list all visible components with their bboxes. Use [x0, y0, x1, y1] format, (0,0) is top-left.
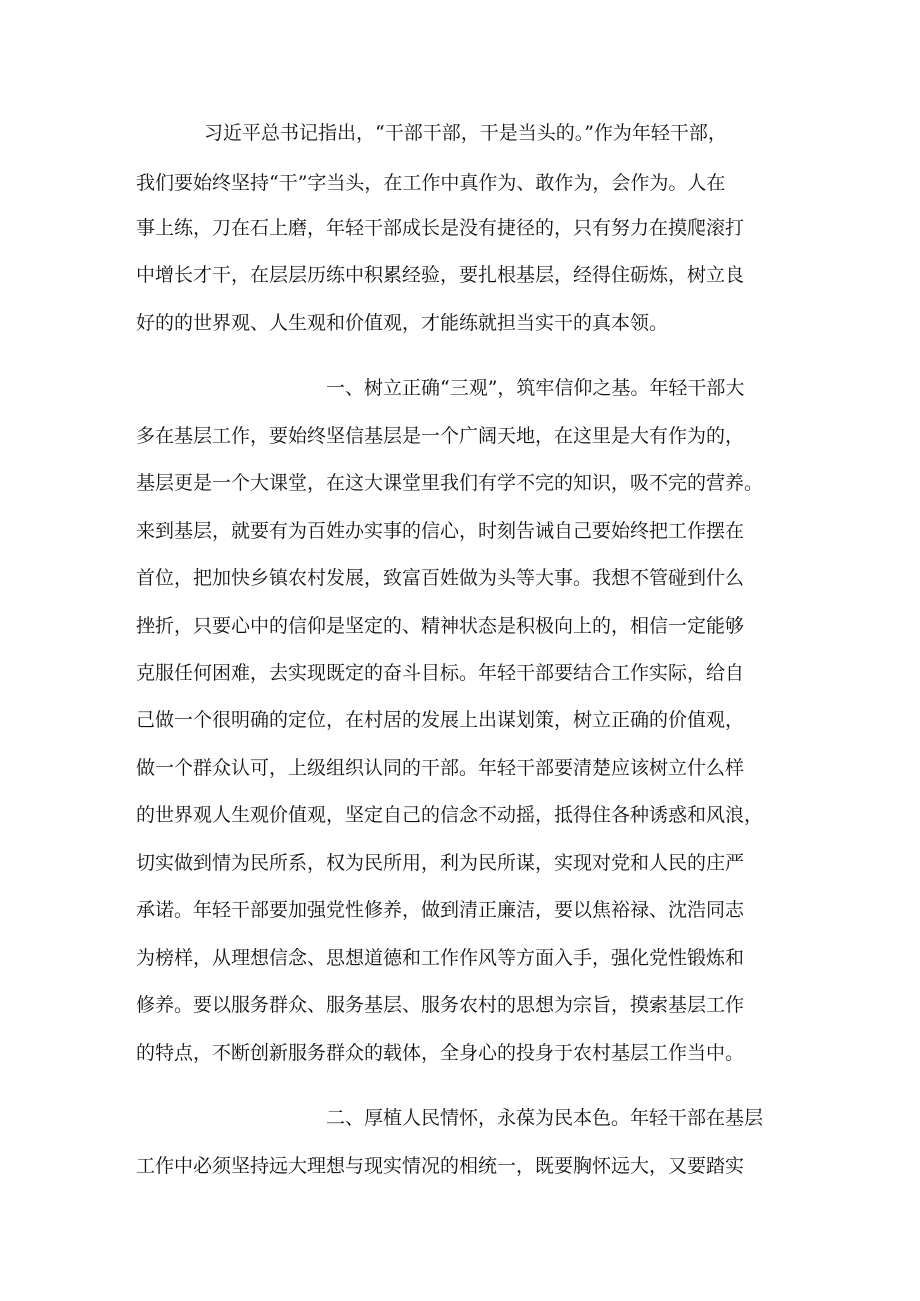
text-line: 为榜样，从理想信念、思想道德和工作作风等方面入手，强化党性锻炼和 — [136, 947, 745, 969]
text-line: 好的的世界观、人生观和价值观，才能练就担当实干的真本领。 — [136, 312, 669, 334]
text-line: 中增长才干，在层层历练中积累经验，要扎根基层，经得住砺炼，树立良 — [136, 264, 745, 286]
text-line: 切实做到情为民所系，权为民所用，利为民所谋，实现对党和人民的庄严 — [136, 852, 745, 874]
text-line: 的世界观人生观价值观，坚定自己的信念不动摇，抵得住各种诱惑和风浪， — [136, 804, 764, 826]
text-line: 我们要始终坚持“干”字当头，在工作中真作为、敢作为，会作为。人在 — [136, 172, 726, 194]
text-line: 来到基层，就要有为百姓办实事的信心，时刻告诫自己要始终把工作摆在 — [136, 520, 745, 542]
text-line: 工作中必须坚持远大理想与现实情况的相统一，既要胸怀远大，又要踏实 — [136, 1155, 745, 1177]
text-line: 基层更是一个大课堂，在这大课堂里我们有学不完的知识，吸不完的营养。 — [136, 472, 764, 494]
text-line: 挫折，只要心中的信仰是坚定的、精神状态是积极向上的，相信一定能够 — [136, 615, 745, 637]
text-line: 克服任何困难，去实现既定的奋斗目标。年轻干部要结合工作实际，给自 — [136, 662, 745, 684]
text-line: 事上练，刀在石上磨，年轻干部成长是没有捷径的，只有努力在摸爬滚打 — [136, 217, 745, 239]
section-heading-line: 一、树立正确“三观”，筑牢信仰之基。年轻干部大 — [326, 377, 745, 399]
text-line: 习近平总书记指出，“干部干部，干是当头的。”作为年轻干部， — [204, 122, 727, 144]
text-line: 做一个群众认可，上级组织认同的干部。年轻干部要清楚应该树立什么样 — [136, 757, 745, 779]
text-line: 首位，把加快乡镇农村发展，致富百姓做为头等大事。我想不管碰到什么 — [136, 567, 745, 589]
text-line: 承诺。年轻干部要加强党性修养，做到清正廉洁，要以焦裕禄、沈浩同志 — [136, 899, 745, 921]
text-line: 的特点，不断创新服务群众的载体，全身心的投身于农村基层工作当中。 — [136, 1042, 745, 1064]
text-line: 己做一个很明确的定位，在村居的发展上出谋划策，树立正确的价值观， — [136, 709, 745, 731]
section-heading-line: 二、厚植人民情怀，永葆为民本色。年轻干部在基层 — [326, 1107, 764, 1129]
text-line: 修养。要以服务群众、服务基层、服务农村的思想为宗旨，摸索基层工作 — [136, 994, 745, 1016]
text-line: 多在基层工作，要始终坚信基层是一个广阔天地，在这里是大有作为的， — [136, 425, 745, 447]
